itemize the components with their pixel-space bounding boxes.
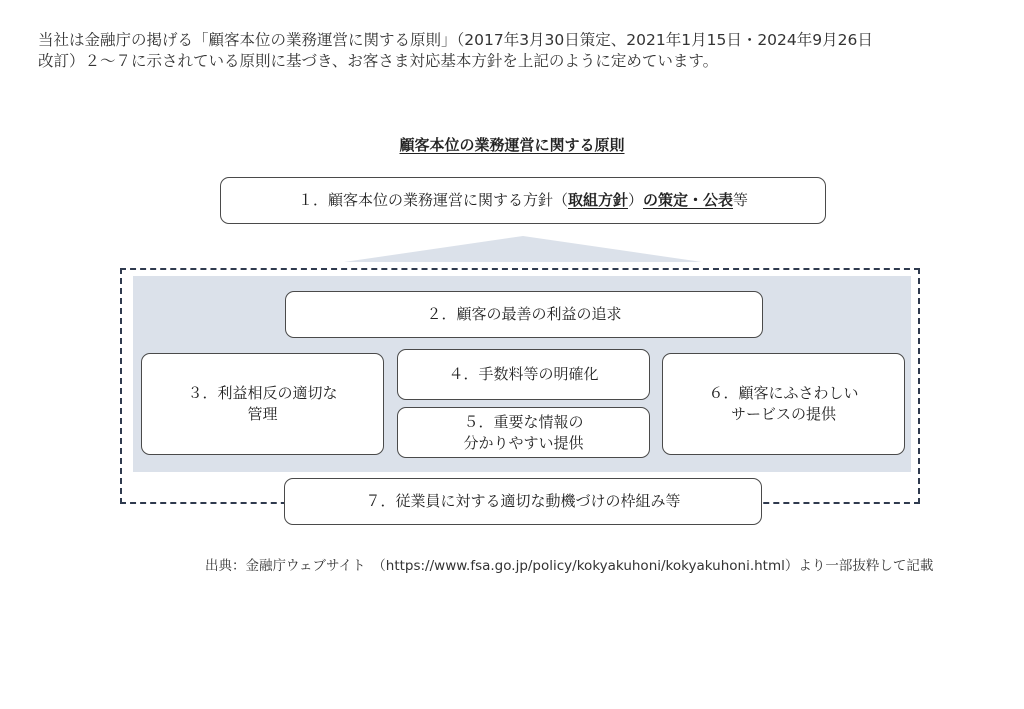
- principle-1-prefix: １．顧客本位の業務運営に関する方針（: [297, 191, 568, 209]
- principle-3-box: [141, 353, 384, 455]
- principle-5-line-2: 分かりやすい提供: [463, 433, 584, 452]
- principle-1-bold-1: 取組方針: [567, 191, 628, 209]
- principle-1-text: [298, 190, 748, 211]
- diagram-title: [0, 134, 1024, 155]
- principle-7-box: [284, 478, 762, 525]
- principle-4-text: ４．手数料等の明確化: [448, 365, 599, 383]
- principle-6-box: [662, 353, 905, 455]
- intro-line-1: 当社は金融庁の掲げる「顧客本位の業務運営に関する原則」（2017年3月30日策定、2021年1月15日・2024年9月26日: [38, 31, 873, 49]
- principle-6-text: [708, 383, 858, 425]
- principle-1-box: [220, 177, 826, 224]
- principle-3-text: [187, 383, 337, 425]
- principle-5-box: [397, 407, 650, 458]
- principle-7-text: ７．従業員に対する適切な動機づけの枠組み等: [365, 492, 681, 510]
- principle-2-text: ２．顧客の最善の利益の追求: [426, 305, 622, 323]
- principle-5-line-1: ５．重要な情報の: [463, 412, 584, 431]
- intro-text: [38, 30, 998, 72]
- source-citation: 出典：金融庁ウェブサイト （https://www.fsa.go.jp/policy/kokyakuhoni/kokyakuhoni.html）より一部抜粋して記載: [205, 558, 934, 574]
- intro-line-2: 改訂）２〜７に示されている原則に基づき、お客さま対応基本方針を上記のように定めています。: [38, 52, 719, 70]
- diagram-title-text: 顧客本位の業務運営に関する原則: [399, 136, 625, 154]
- principle-2-box: [285, 291, 763, 338]
- principle-1-middle: ）: [627, 191, 643, 209]
- principle-1-bold-2: の策定・公表: [643, 191, 734, 209]
- principle-1-suffix: 等: [733, 191, 749, 209]
- connector-triangle: [344, 236, 702, 262]
- principle-5-text: [463, 412, 583, 454]
- principle-6-line-2: サービスの提供: [730, 405, 836, 423]
- principle-6-line-1: ６．顧客にふさわしい: [708, 384, 859, 402]
- principle-3-line-1: ３．利益相反の適切な: [187, 384, 338, 402]
- principle-4-box: [397, 349, 650, 400]
- principle-3-line-2: 管理: [247, 405, 278, 423]
